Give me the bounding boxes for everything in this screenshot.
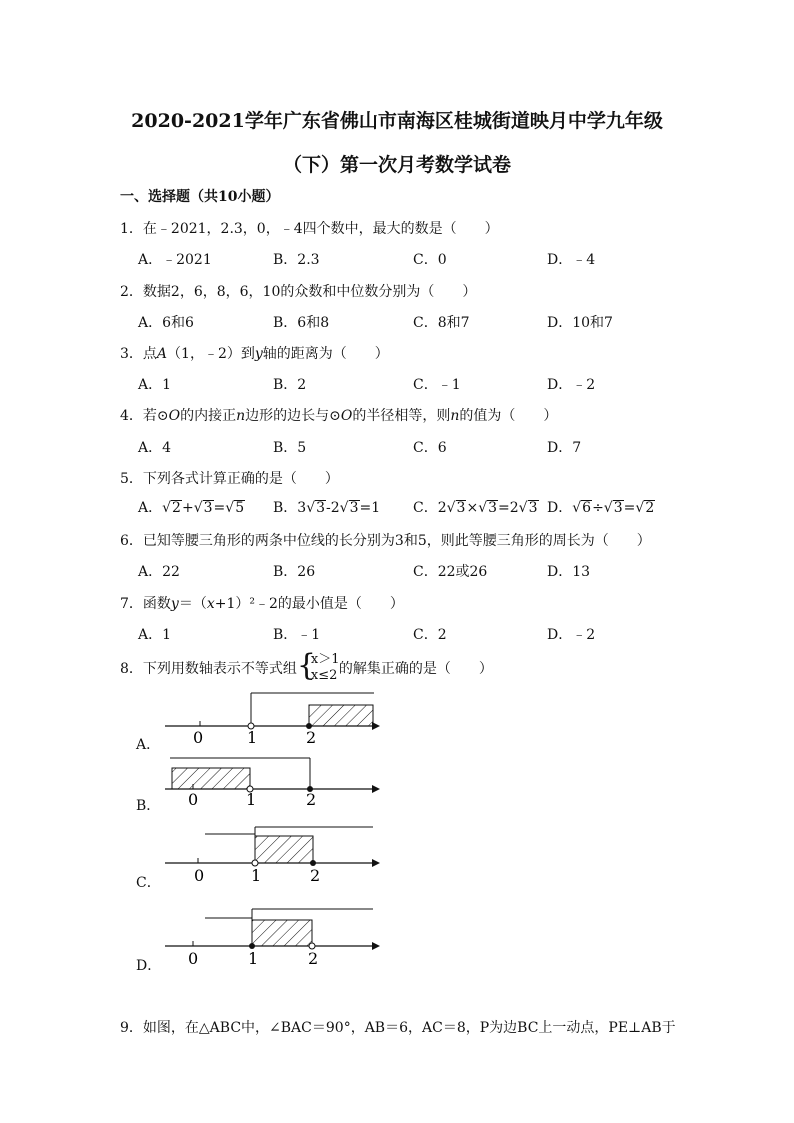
title-line-1: 2020-2021学年广东省佛山市南海区桂城街道映月中学九年级 <box>131 110 663 132</box>
q8-ineq-2: x≤2 <box>310 668 338 683</box>
q5-d-label: D． <box>547 500 573 516</box>
q8-option-b-number-line <box>160 750 390 810</box>
q5-stem: 5．下列各式计算正确的是（ ） <box>120 471 339 487</box>
q7-stem-pre: 7．函数 <box>120 596 171 612</box>
q5-a-label: A． <box>138 500 163 516</box>
tick-label-2: 2 <box>306 790 317 809</box>
q4-option-d: D．7 <box>547 440 582 456</box>
q3-var-a: A <box>156 346 168 362</box>
q8-option-c-label: C． <box>136 875 161 891</box>
q8-brace: { <box>296 648 317 683</box>
q8-option-b-label: B． <box>136 798 161 814</box>
q8-option-a-number-line <box>160 685 390 750</box>
q1-option-d: D．﹣4 <box>547 252 596 268</box>
q3-stem <box>120 343 389 363</box>
q8-option-a-label: A． <box>136 737 161 753</box>
q7-option-b: B．﹣1 <box>273 627 321 643</box>
tick-label-2: 2 <box>306 728 317 747</box>
q4-option-c: C．6 <box>413 440 447 456</box>
q4-stem-mid2: 边形的边长与⊙ <box>245 408 341 424</box>
q7-option-a: A．1 <box>138 627 172 643</box>
q8-ineq-1: x＞1 <box>310 652 340 667</box>
q7-var-y: y <box>170 596 179 612</box>
tick-label-0: 0 <box>193 728 204 747</box>
q7-stem-post: +1）²﹣2的最小值是（ ） <box>214 596 404 612</box>
q3-option-a: A．1 <box>138 377 172 393</box>
q5-option-b: B．3√3-2√3=1 <box>273 500 381 516</box>
q8-option-c-number-line <box>160 820 390 888</box>
q4-stem <box>120 405 557 425</box>
q3-var-y: y <box>254 346 263 362</box>
q4-stem-post: 的值为（ ） <box>459 408 558 424</box>
q4-stem-mid3: 的半径相等，则 <box>352 408 451 424</box>
q5-c-label: C． <box>413 500 438 516</box>
title-line-2: （下）第一次月考数学试卷 <box>282 154 511 176</box>
q4-option-a: A．4 <box>138 440 172 456</box>
tick-label-0: 0 <box>188 790 199 809</box>
q4-var-n2: n <box>450 408 460 424</box>
q1-option-b: B．2.3 <box>273 252 320 268</box>
q3-stem-mid: （1，﹣2）到 <box>167 346 255 362</box>
axis-arrow <box>372 859 380 867</box>
q2-stem: 2．数据2，6，8，6，10的众数和中位数分别为（ ） <box>120 284 477 300</box>
axis-arrow <box>372 942 380 950</box>
q2-option-a: A．6和6 <box>138 315 194 331</box>
q4-var-n: n <box>236 408 246 424</box>
tick-label-2: 2 <box>308 949 319 968</box>
q7-stem <box>120 593 404 613</box>
q9-stem: 9．如图，在△ABC中，∠BAC＝90°，AB＝6，AC＝8，P为边BC上一动点，PE⊥AB于 <box>120 1020 676 1036</box>
q6-option-c: C．22或26 <box>413 564 488 580</box>
q3-option-d: D．﹣2 <box>547 377 596 393</box>
q2-option-b: B．6和8 <box>273 315 330 331</box>
tick-label-1: 1 <box>251 866 262 885</box>
q3-option-b: B．2 <box>273 377 307 393</box>
q4-var-o: O <box>168 408 181 424</box>
q8-stem-post: 的解集正确的是（ ） <box>338 661 493 677</box>
q7-option-d: D．﹣2 <box>547 627 596 643</box>
hatched-region <box>252 920 312 946</box>
q6-option-d: D．13 <box>547 564 591 580</box>
hatched-region <box>255 836 313 863</box>
q6-option-a: A．22 <box>138 564 180 580</box>
tick-label-2: 2 <box>310 866 321 885</box>
q5-b-label: B． <box>273 500 298 516</box>
hatched-region <box>172 768 250 789</box>
q8-option-d-label: D． <box>136 958 162 974</box>
q3-stem-post: 轴的距离为（ ） <box>262 346 389 362</box>
hatched-region <box>309 705 373 726</box>
q7-stem-mid: ＝（ <box>178 596 207 612</box>
q2-option-c: C．8和7 <box>413 315 470 331</box>
q5-option-d: D．√6÷√3=√2 <box>547 500 655 516</box>
q8-stem-pre: 8．下列用数轴表示不等式组 <box>120 661 297 677</box>
q6-stem: 6．已知等腰三角形的两条中位线的长分别为3和5，则此等腰三角形的周长为（ ） <box>120 533 651 549</box>
q7-option-c: C．2 <box>413 627 447 643</box>
q2-option-d: D．10和7 <box>547 315 613 331</box>
tick-label-1: 1 <box>247 728 258 747</box>
q7-var-x: x <box>206 596 215 612</box>
q8-option-d-number-line <box>160 900 390 970</box>
q5-option-c: C．2√3×√3=2√3 <box>413 500 538 516</box>
q1-option-c: C．0 <box>413 252 447 268</box>
q5-option-a: A．√2+√3=√5 <box>138 500 245 516</box>
q3-stem-pre: 3．点 <box>120 346 157 362</box>
q4-var-o2: O <box>340 408 353 424</box>
q1-stem: 1．在﹣2021，2.3，0，﹣4四个数中，最大的数是（ ） <box>120 221 499 237</box>
q8-stem <box>120 648 493 688</box>
q4-stem-pre: 4．若⊙ <box>120 408 169 424</box>
tick-label-0: 0 <box>188 949 199 968</box>
q3-option-c: C．﹣1 <box>413 377 461 393</box>
axis-arrow <box>372 785 380 793</box>
q1-option-a: A．﹣2021 <box>138 252 212 268</box>
q6-option-b: B．26 <box>273 564 316 580</box>
tick-label-1: 1 <box>248 949 259 968</box>
q8-inequality-system <box>297 648 339 688</box>
q4-stem-mid: 的内接正 <box>180 408 237 424</box>
tick-label-1: 1 <box>246 790 257 809</box>
section-heading: 一、选择题（共10小题） <box>120 189 280 205</box>
tick-label-0: 0 <box>194 866 205 885</box>
q4-option-b: B．5 <box>273 440 307 456</box>
